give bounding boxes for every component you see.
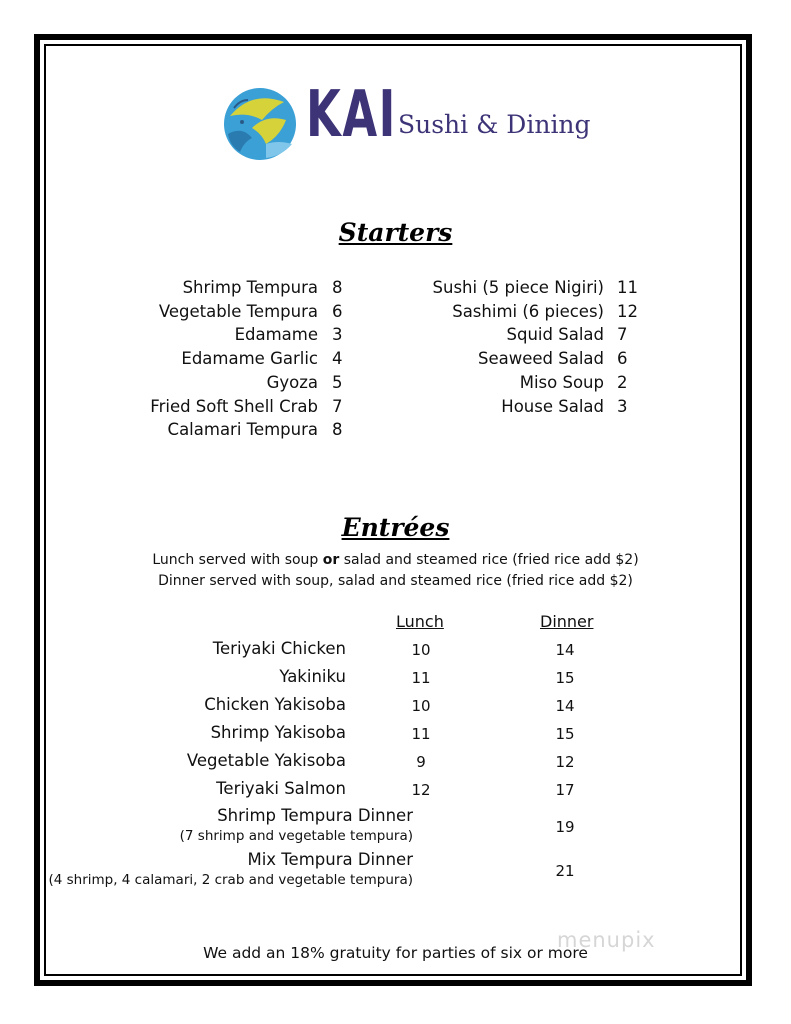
starter-name: Gyoza xyxy=(266,372,318,392)
entree-dinner-price: 15 xyxy=(555,725,575,743)
starter-price: 8 xyxy=(332,420,343,440)
starter-price: 7 xyxy=(617,325,628,345)
dinner-column-header: Dinner xyxy=(540,612,594,631)
entree-dinner-price: 12 xyxy=(555,753,575,771)
watermark: menupix xyxy=(557,928,656,952)
brand-name: KAI xyxy=(306,78,397,152)
lunch-column-header: Lunch xyxy=(396,612,444,631)
starter-price: 8 xyxy=(332,278,343,297)
entree-dinner-price: 17 xyxy=(555,781,575,799)
dinner-note: Dinner served with soup, salad and steamed rice (fried rice add $2) xyxy=(158,573,633,589)
lunch-note-pre: Lunch served with soup xyxy=(152,552,323,568)
entree-name: Yakiniku xyxy=(279,667,346,686)
entree-lunch-price: 12 xyxy=(411,781,431,799)
entree-name: Vegetable Yakisoba xyxy=(186,751,346,770)
starter-name: Edamame Garlic xyxy=(181,349,318,369)
starter-price: 3 xyxy=(332,325,343,345)
special-dinner-price: 19 xyxy=(555,818,575,836)
starter-name: Seaweed Salad xyxy=(477,349,604,369)
starters-title: Starters xyxy=(338,218,453,247)
entree-lunch-price: 10 xyxy=(411,641,431,659)
starter-price: 6 xyxy=(617,349,628,369)
gratuity-note: We add an 18% gratuity for parties of six or more xyxy=(203,944,588,962)
special-name: Mix Tempura Dinner xyxy=(247,850,413,869)
starter-name: Sushi (5 piece Nigiri) xyxy=(432,278,604,297)
starter-price: 4 xyxy=(332,349,343,369)
entree-dinner-price: 14 xyxy=(555,641,575,659)
starter-name: Sashimi (6 pieces) xyxy=(452,301,604,321)
entree-lunch-price: 9 xyxy=(416,753,426,771)
entree-dinner-price: 14 xyxy=(555,697,575,715)
starter-name: Miso Soup xyxy=(519,372,604,392)
entree-lunch-price: 11 xyxy=(411,669,431,687)
starter-price: 2 xyxy=(617,372,628,392)
entree-name: Chicken Yakisoba xyxy=(204,695,346,714)
brand-tagline: Sushi & Dining xyxy=(398,110,591,139)
starter-name: Shrimp Tempura xyxy=(182,278,318,297)
entree-lunch-price: 11 xyxy=(411,725,431,743)
starter-name: Edamame xyxy=(234,325,318,345)
starter-name: Fried Soft Shell Crab xyxy=(150,396,318,416)
entree-name: Teriyaki Salmon xyxy=(216,779,346,798)
special-detail: (4 shrimp, 4 calamari, 2 crab and vegetable tempura) xyxy=(48,872,413,888)
starter-price: 11 xyxy=(617,278,638,297)
lunch-note-or: or xyxy=(322,552,340,568)
entree-dinner-price: 15 xyxy=(555,669,575,687)
lunch-note xyxy=(0,552,791,568)
starter-price: 7 xyxy=(332,396,343,416)
special-dinner-price: 21 xyxy=(555,862,575,880)
wave-fish-icon xyxy=(222,86,302,162)
restaurant-logo xyxy=(222,78,592,162)
starter-name: Squid Salad xyxy=(506,325,604,345)
lunch-note-post: salad and steamed rice (fried rice add $2) xyxy=(339,552,639,568)
entrees-title: Entrées xyxy=(341,513,450,542)
starter-name: Vegetable Tempura xyxy=(158,301,318,321)
entree-name: Shrimp Yakisoba xyxy=(210,723,346,742)
entree-name: Teriyaki Chicken xyxy=(212,639,346,658)
starter-price: 3 xyxy=(617,396,628,416)
special-name: Shrimp Tempura Dinner xyxy=(217,806,413,825)
starter-name: Calamari Tempura xyxy=(167,420,318,440)
starter-name: House Salad xyxy=(501,396,604,416)
entree-lunch-price: 10 xyxy=(411,697,431,715)
starter-price: 5 xyxy=(332,372,343,392)
special-detail: (7 shrimp and vegetable tempura) xyxy=(179,828,413,844)
starter-price: 12 xyxy=(617,301,638,321)
starter-price: 6 xyxy=(332,301,343,321)
